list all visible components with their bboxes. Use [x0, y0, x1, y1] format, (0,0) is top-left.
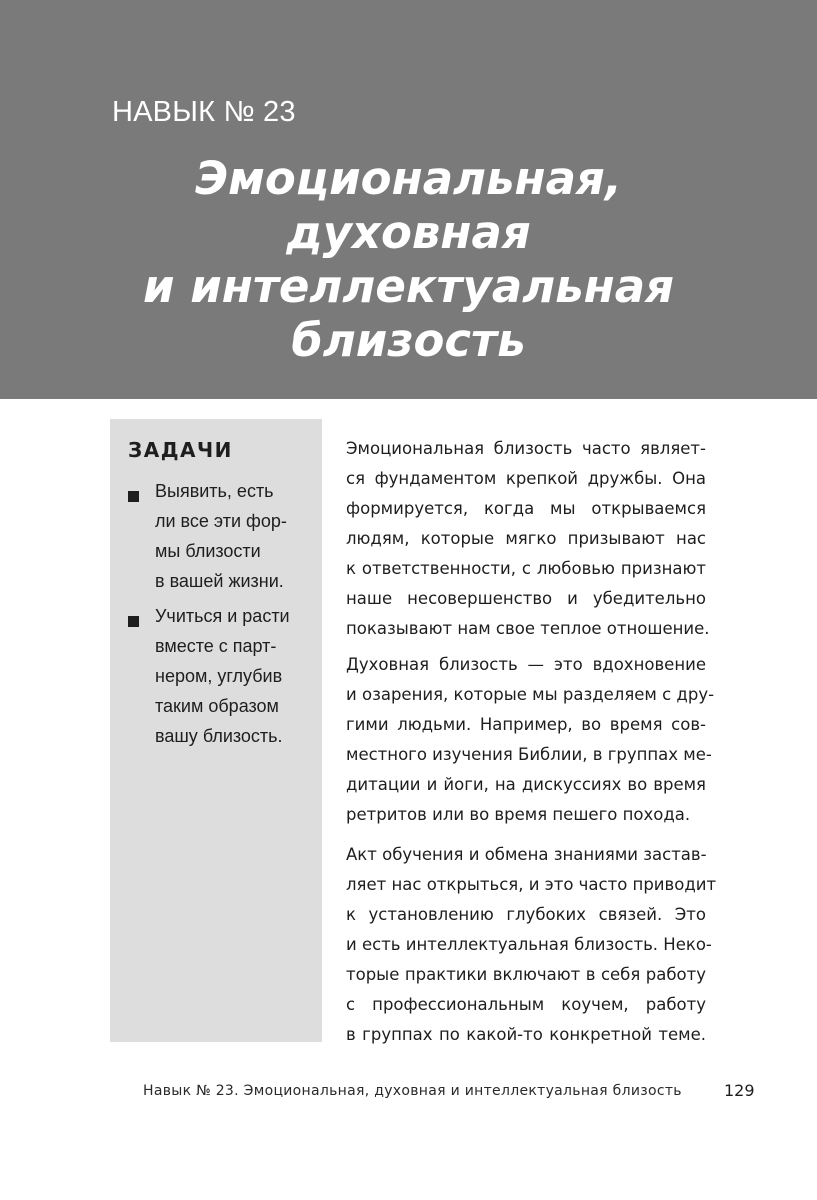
text-line: ляет нас открыться, и это часто приводит	[346, 875, 717, 894]
task-line: вместе с парт-	[155, 636, 277, 656]
running-title: Навык № 23. Эмоциональная, духовная и интеллектуальная близость	[143, 1083, 682, 1099]
text-line: гими людьми. Например, во время сов-	[346, 715, 706, 734]
tasks-sidebar	[110, 419, 322, 1042]
tasks-heading: ЗАДАЧИ	[128, 438, 233, 462]
text-line: ся фундаментом крепкой дружбы. Она	[346, 469, 706, 488]
text-line: с профессиональным коучем, работу	[346, 995, 706, 1014]
chapter-title-line: и интеллектуальная	[143, 260, 674, 313]
text-line: ретритов или во время пешего похода.	[346, 805, 691, 824]
text-line: Эмоциональная близость часто являет-	[346, 439, 706, 458]
chapter-header	[0, 0, 817, 399]
text-line: наше несовершенство и убедительно	[346, 589, 706, 608]
square-bullet-icon	[128, 491, 139, 502]
text-line: и есть интеллектуальная близость. Неко-	[346, 935, 712, 954]
chapter-title-line: духовная	[286, 206, 531, 259]
task-line: в вашей жизни.	[155, 571, 284, 591]
chapter-title-line: близость	[291, 314, 526, 367]
text-line: Акт обучения и обмена знаниями застав-	[346, 845, 707, 864]
text-line: и озарения, которые мы разделяем с дру-	[346, 685, 715, 704]
page-number: 129	[724, 1081, 755, 1100]
text-line: к ответственности, с любовью признают	[346, 559, 706, 578]
text-line: в группах по какой-то конкретной теме.	[346, 1025, 706, 1044]
task-line: мы близости	[155, 541, 261, 561]
task-line: ли все эти фор-	[155, 511, 287, 531]
task-line: Учиться и расти	[155, 606, 290, 626]
task-line: вашу близость.	[155, 726, 283, 746]
text-line: местного изучения Библии, в группах ме-	[346, 745, 712, 764]
text-line: торые практики включают в себя работу	[346, 965, 706, 984]
text-line: показывают нам свое теплое отношение.	[346, 619, 710, 638]
task-line: нером, углубив	[155, 666, 283, 686]
task-line: Выявить, есть	[155, 481, 274, 501]
square-bullet-icon	[128, 616, 139, 627]
task-line: таким образом	[155, 696, 279, 716]
text-line: Духовная близость — это вдохновение	[346, 655, 706, 674]
text-line: дитации и йоги, на дискуссиях во время	[346, 775, 706, 794]
chapter-title-line: Эмоциональная,	[195, 152, 622, 205]
text-line: формируется, когда мы открываемся	[346, 499, 706, 518]
text-line: к установлению глубоких связей. Это	[346, 905, 706, 924]
skill-label: НАВЫК № 23	[112, 96, 296, 128]
chapter-title	[40, 152, 777, 368]
text-line: людям, которые мягко призывают нас	[346, 529, 706, 548]
